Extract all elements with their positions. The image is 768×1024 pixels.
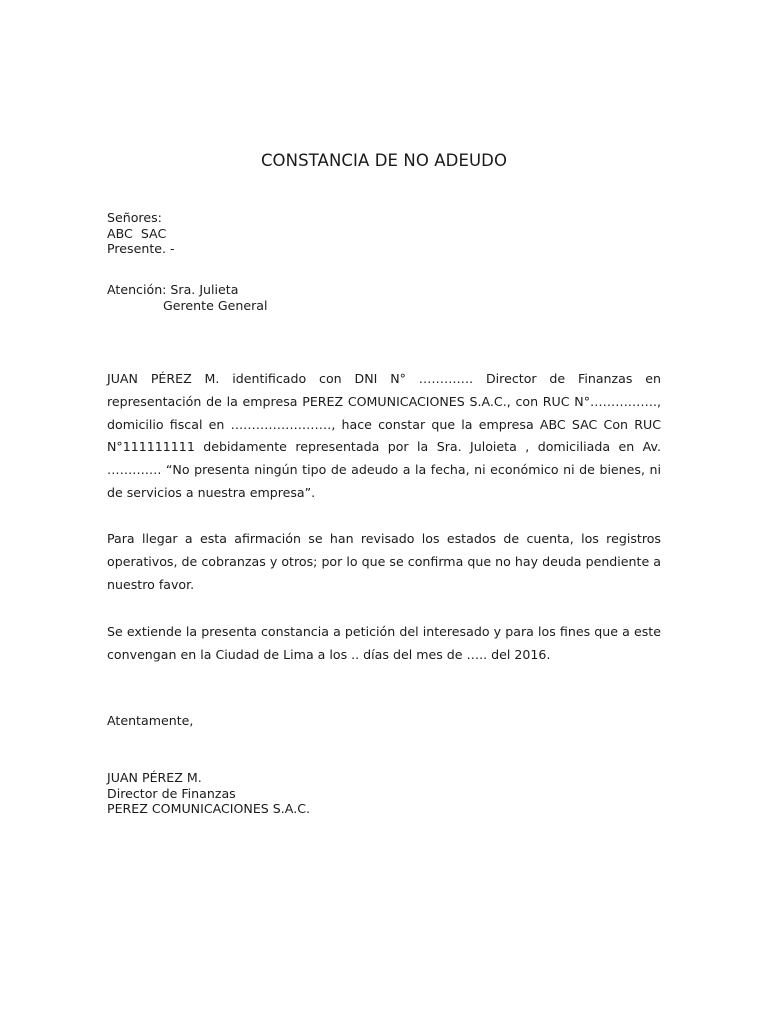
signature-block — [107, 770, 310, 817]
body-paragraph-3: Se extiende la presenta constancia a petición del interesado y para los fines que a este convengan en la Ciudad de Lima a los .. días del mes de ….. del 2016. — [107, 624, 661, 662]
recipient-block — [107, 210, 175, 257]
attention-role: Gerente General — [163, 297, 268, 313]
attention-line: Atención: Sra. Julieta — [107, 282, 239, 297]
presente-line: Presente. - — [107, 241, 175, 256]
body-paragraph-1: JUAN PÉREZ M. identificado con DNI N° …………. Director de Finanzas en representación de la empresa PEREZ COMUNICACIONES S.A.C., con RUC N°……………., domicilio fiscal en ……………………, hace constar que la empresa ABC SAC Con RUC N°111111111 debidamente representada por la Sra. Juloieta , domiciliada en Av. …………. “No presenta ningún tipo de adeudo a la fecha, ni económico ni de bienes, ni de servicios a nuestra empresa”. — [107, 371, 661, 500]
closing-line: Atentamente, — [107, 713, 194, 728]
attention-block — [107, 282, 267, 313]
recipient-company: ABC SAC — [107, 225, 167, 241]
signature-company: PEREZ COMUNICACIONES S.A.C. — [107, 801, 310, 816]
signature-position: Director de Finanzas — [107, 785, 236, 801]
body-paragraph-2: Para llegar a esta afirmación se han revisado los estados de cuenta, los registros operativos, de cobranzas y otros; por lo que se confirma que no hay deuda pendiente a nuestro favor. — [107, 531, 661, 592]
document-title: CONSTANCIA DE NO ADEUDO — [260, 151, 508, 170]
signature-name: JUAN PÉREZ M. — [107, 770, 202, 785]
salutation: Señores: — [107, 210, 162, 225]
